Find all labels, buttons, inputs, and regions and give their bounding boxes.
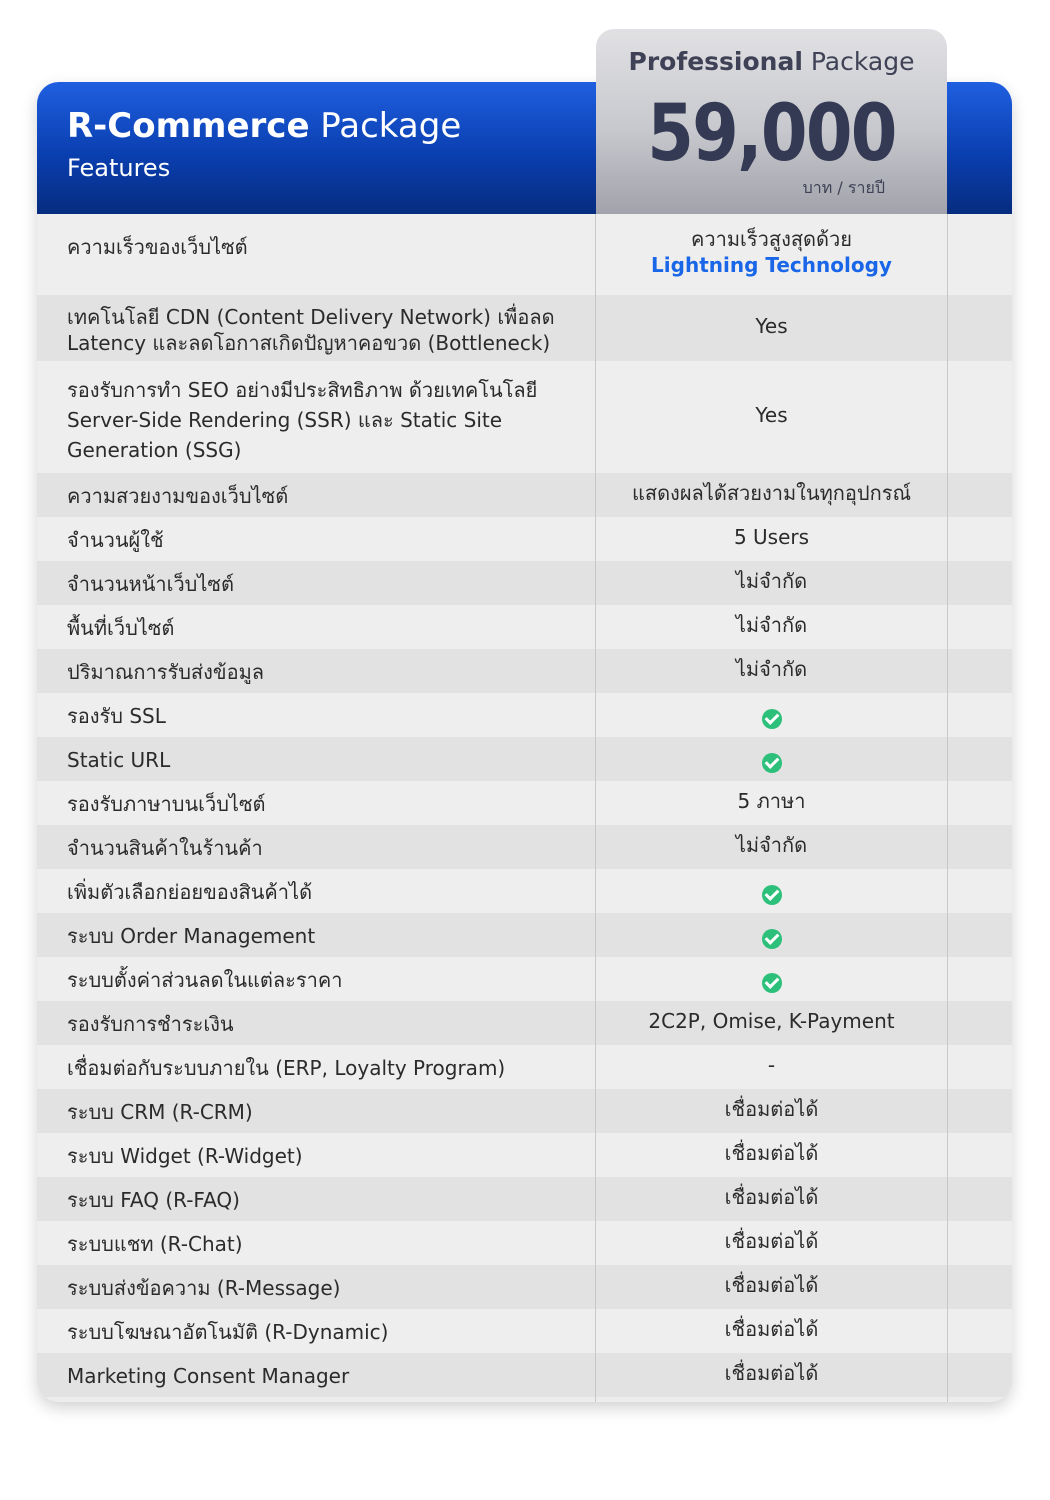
feature-value: 2C2P, Omise, K-Payment bbox=[648, 1009, 895, 1033]
feature-label: รองรับภาษาบนเว็บไซต์ bbox=[67, 792, 266, 816]
package-price: 59,000 bbox=[647, 89, 896, 179]
feature-value: เชื่อมต่อได้ bbox=[724, 1361, 819, 1385]
feature-row bbox=[37, 781, 1012, 825]
features-table bbox=[37, 214, 1012, 1397]
feature-value: เชื่อมต่อได้ bbox=[724, 1273, 819, 1297]
feature-label: เพิ่มตัวเลือกย่อยของสินค้าได้ bbox=[67, 880, 313, 904]
feature-value: ไม่จำกัด bbox=[735, 833, 808, 857]
check-circle-icon bbox=[762, 753, 782, 773]
feature-row bbox=[37, 1221, 1012, 1265]
feature-row bbox=[37, 605, 1012, 649]
feature-value: เชื่อมต่อได้ bbox=[724, 1229, 819, 1253]
feature-value-highlight: Lightning Technology bbox=[651, 253, 892, 277]
feature-label: จำนวนสินค้าในร้านค้า bbox=[67, 836, 263, 860]
feature-row bbox=[37, 517, 1012, 561]
feature-row bbox=[37, 361, 1012, 473]
feature-value: ไม่จำกัด bbox=[735, 613, 808, 637]
feature-label: จำนวนผู้ใช้ bbox=[67, 528, 164, 552]
feature-row bbox=[37, 1089, 1012, 1133]
feature-row bbox=[37, 295, 1012, 361]
feature-row bbox=[37, 1133, 1012, 1177]
feature-row bbox=[37, 1045, 1012, 1089]
feature-label: ระบบส่งข้อความ (R-Message) bbox=[67, 1276, 341, 1300]
feature-row bbox=[37, 737, 1012, 781]
header-subtitle: Features bbox=[67, 154, 171, 182]
package-price-unit: บาท / รายปี bbox=[802, 178, 885, 197]
feature-label: ระบบตั้งค่าส่วนลดในแต่ละราคา bbox=[67, 968, 343, 992]
feature-row bbox=[37, 869, 1012, 913]
feature-value bbox=[596, 968, 947, 994]
feature-value bbox=[596, 704, 947, 730]
feature-label: ระบบ FAQ (R-FAQ) bbox=[67, 1188, 240, 1212]
feature-row bbox=[37, 473, 1012, 517]
pricing-card bbox=[37, 82, 1012, 1402]
feature-label: รองรับการทำ SEO อย่างมีประสิทธิภาพ ด้วยเทคโนโลยี Server-Side Rendering (SSR) และ Static Site Generation (SSG) bbox=[67, 378, 538, 462]
header-title: R-Commerce Package bbox=[67, 106, 462, 146]
feature-row bbox=[37, 913, 1012, 957]
feature-label: ระบบโฆษณาอัตโนมัติ (R-Dynamic) bbox=[67, 1320, 389, 1344]
feature-row bbox=[37, 649, 1012, 693]
feature-value: Yes bbox=[755, 403, 788, 427]
feature-row bbox=[37, 825, 1012, 869]
package-name: Professional Package bbox=[628, 47, 915, 76]
feature-label: เชื่อมต่อกับระบบภายใน (ERP, Loyalty Program) bbox=[67, 1056, 506, 1080]
feature-row bbox=[37, 1177, 1012, 1221]
feature-label: รองรับ SSL bbox=[67, 704, 166, 728]
feature-label: ระบบ Order Management bbox=[67, 924, 316, 948]
feature-row bbox=[37, 693, 1012, 737]
feature-value bbox=[596, 880, 947, 906]
check-circle-icon bbox=[762, 709, 782, 729]
feature-value bbox=[596, 924, 947, 950]
feature-label: รองรับการชำระเงิน bbox=[67, 1012, 234, 1036]
feature-value bbox=[596, 748, 947, 774]
feature-label: จำนวนหน้าเว็บไซต์ bbox=[67, 572, 234, 596]
feature-value-text: ความเร็วสูงสุดด้วย bbox=[691, 227, 852, 251]
feature-value: 5 Users bbox=[733, 525, 810, 549]
check-circle-icon bbox=[762, 973, 782, 993]
feature-label: พื้นที่เว็บไซต์ bbox=[67, 616, 175, 640]
feature-label: ระบบแชท (R-Chat) bbox=[67, 1232, 243, 1256]
feature-value: เชื่อมต่อได้ bbox=[724, 1141, 819, 1165]
check-circle-icon bbox=[762, 929, 782, 949]
feature-row bbox=[37, 561, 1012, 605]
feature-value: แสดงผลได้สวยงามในทุกอุปกรณ์ bbox=[631, 481, 912, 505]
feature-value: 5 ภาษา bbox=[737, 789, 806, 813]
feature-value: เชื่อมต่อได้ bbox=[724, 1317, 819, 1341]
feature-value: ไม่จำกัด bbox=[735, 569, 808, 593]
feature-row bbox=[37, 1309, 1012, 1353]
feature-label: ความสวยงามของเว็บไซต์ bbox=[67, 484, 289, 508]
feature-label: เทคโนโลยี CDN (Content Delivery Network) เพื่อลด Latency และลดโอกาสเกิดปัญหาคอขวด (Bottleneck) bbox=[67, 305, 555, 355]
column-divider bbox=[595, 214, 596, 1402]
professional-package-header bbox=[596, 29, 947, 214]
feature-label: Static URL bbox=[67, 748, 171, 772]
feature-label: ปริมาณการรับส่งข้อมูล bbox=[67, 660, 265, 684]
feature-label: ระบบ Widget (R-Widget) bbox=[67, 1144, 303, 1168]
feature-label: ระบบ CRM (R-CRM) bbox=[67, 1100, 253, 1124]
feature-label: ความเร็วของเว็บไซต์ bbox=[67, 235, 248, 259]
feature-value: Yes bbox=[755, 314, 788, 338]
feature-value: - bbox=[767, 1053, 776, 1077]
check-circle-icon bbox=[762, 885, 782, 905]
feature-row bbox=[37, 1001, 1012, 1045]
feature-value bbox=[596, 226, 947, 278]
column-divider bbox=[947, 214, 948, 1402]
feature-label: Marketing Consent Manager bbox=[67, 1364, 350, 1388]
feature-value: ไม่จำกัด bbox=[735, 657, 808, 681]
feature-row bbox=[37, 214, 1012, 295]
feature-row bbox=[37, 1353, 1012, 1397]
feature-value: เชื่อมต่อได้ bbox=[724, 1185, 819, 1209]
feature-row bbox=[37, 1265, 1012, 1309]
feature-row bbox=[37, 957, 1012, 1001]
feature-value: เชื่อมต่อได้ bbox=[724, 1097, 819, 1121]
